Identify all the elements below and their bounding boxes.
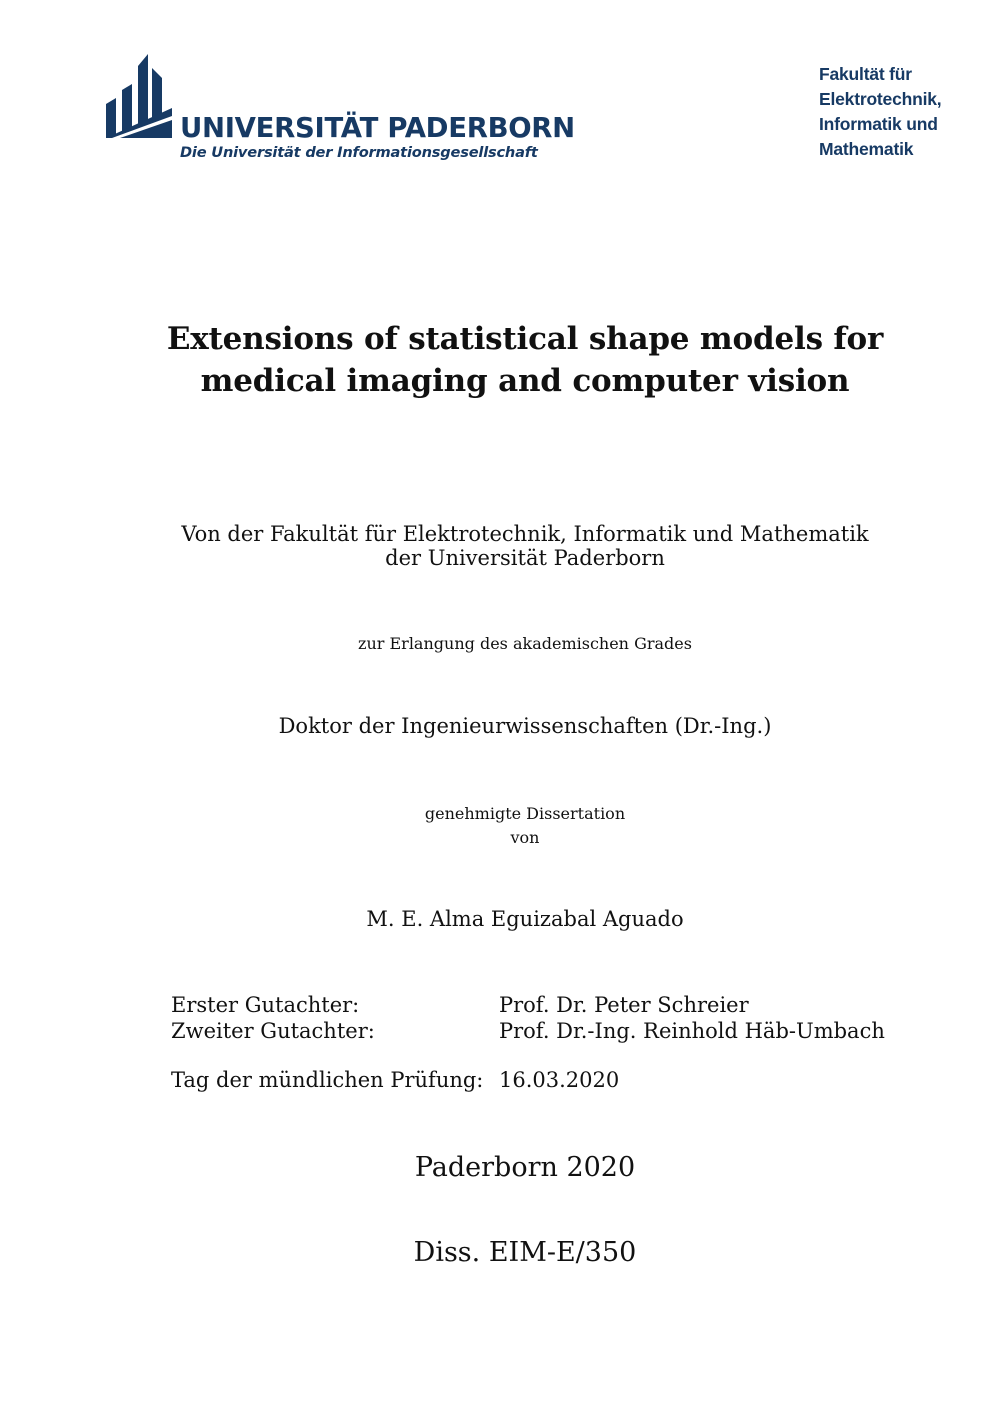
- place-year: Paderborn 2020: [414, 1152, 636, 1183]
- dissertation-type-line1: genehmigte Dissertation: [424, 804, 626, 823]
- dissertation-type-line2: von: [510, 828, 540, 847]
- university-tagline: Die Universität der Informationsgesellschaft: [180, 144, 538, 161]
- university-logo: [106, 54, 575, 166]
- first-reviewer-label: Erster Gutachter:: [171, 993, 360, 1017]
- exam-date-value: 16.03.2020: [499, 1068, 620, 1092]
- submitting-faculty-line1: Von der Fakultät für Elektrotechnik, Informatik und Mathematik: [181, 522, 869, 546]
- thesis-title-line1: Extensions of statistical shape models for: [166, 321, 884, 357]
- second-reviewer-name: Prof. Dr.-Ing. Reinhold Häb-Umbach: [499, 1019, 885, 1043]
- first-reviewer-name: Prof. Dr. Peter Schreier: [499, 993, 749, 1017]
- university-name: UNIVERSITÄT PADERBORN: [180, 112, 575, 144]
- thesis-title: [0, 318, 1000, 402]
- degree-purpose: zur Erlangung des akademischen Grades: [358, 634, 692, 653]
- degree-name: Doktor der Ingenieurwissenschaften (Dr.-Ing.): [278, 714, 772, 738]
- second-reviewer-label: Zweiter Gutachter:: [171, 1019, 375, 1043]
- author-name: M. E. Alma Eguizabal Aguado: [366, 907, 684, 931]
- faculty-header: [819, 62, 989, 162]
- faculty-header-line: Fakultät für: [819, 64, 912, 84]
- faculty-header-line: Elektrotechnik,: [819, 89, 942, 109]
- submitting-faculty-line2: der Universität Paderborn: [385, 546, 665, 570]
- exam-date-label: Tag der mündlichen Prüfung:: [171, 1068, 484, 1092]
- submitting-faculty: [0, 522, 1000, 570]
- thesis-title-line2: medical imaging and computer vision: [200, 363, 850, 399]
- faculty-header-line: Mathematik: [819, 139, 914, 159]
- dissertation-number: Diss. EIM-E/350: [413, 1237, 637, 1268]
- university-logo-icon: [106, 54, 172, 138]
- faculty-header-line: Informatik und: [819, 114, 938, 134]
- dissertation-type: [0, 802, 1000, 850]
